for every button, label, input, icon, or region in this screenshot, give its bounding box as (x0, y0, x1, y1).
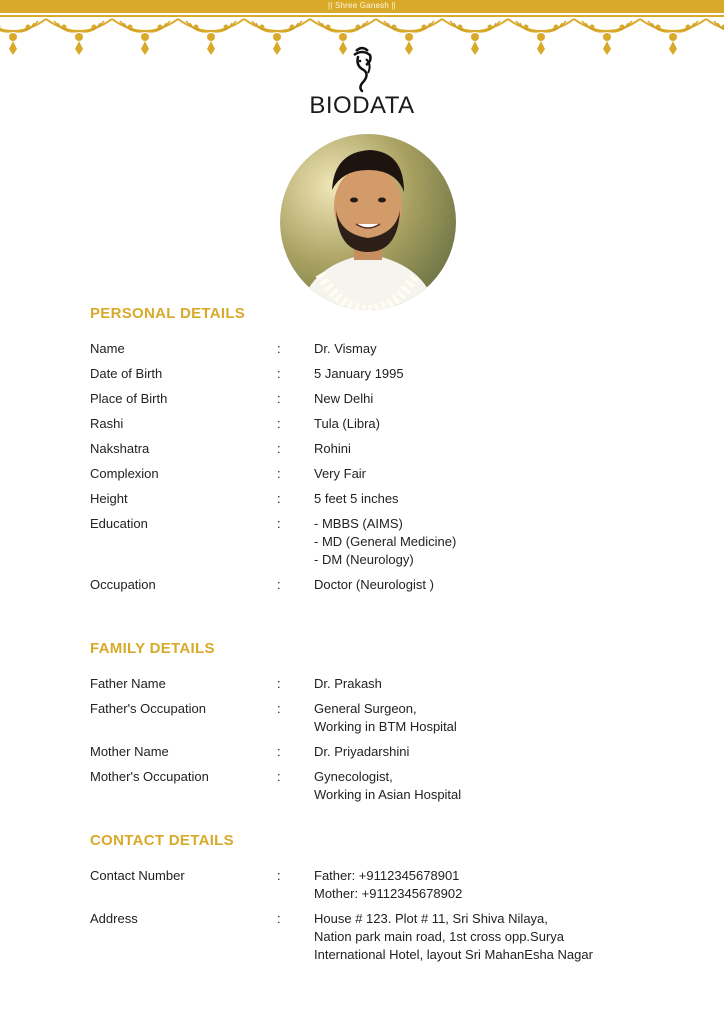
field-separator: : (277, 911, 281, 926)
field-value (314, 675, 644, 693)
field-value-line: Father: +9112345678901 (314, 868, 460, 883)
field-value (314, 743, 644, 761)
field-value (314, 867, 644, 903)
field-separator: : (277, 769, 281, 784)
field-label: Date of Birth (90, 366, 163, 381)
field-label: Height (90, 491, 128, 506)
field-label: Address (90, 911, 138, 926)
field-value (314, 700, 644, 736)
field-value (314, 440, 644, 458)
field-value-line: House # 123. Plot # 11, Sri Shiva Nilaya, (314, 911, 548, 926)
field-label: Rashi (90, 416, 124, 431)
field-value (314, 576, 644, 594)
field-value-line: Dr. Vismay (314, 341, 377, 356)
field-value-line: - DM (Neurology) (314, 552, 414, 567)
field-value-line: Working in BTM Hospital (314, 719, 457, 734)
field-label: Name (90, 341, 125, 356)
field-separator: : (277, 868, 281, 883)
field-value (314, 910, 644, 964)
field-value-line: General Surgeon, (314, 701, 417, 716)
field-separator: : (277, 416, 281, 431)
field-value (314, 768, 644, 804)
field-value-line: 5 feet 5 inches (314, 491, 399, 506)
field-value-line: Nation park main road, 1st cross opp.Surya (314, 929, 565, 944)
field-separator: : (277, 441, 281, 456)
invocation-banner (0, 0, 724, 13)
field-value-line: - MBBS (AIMS) (314, 516, 403, 531)
field-value-line: 5 January 1995 (314, 366, 404, 381)
field-value-line: Rohini (314, 441, 351, 456)
field-label: Father's Occupation (90, 701, 206, 716)
field-value-line: Gynecologist, (314, 769, 393, 784)
field-label: Father Name (90, 676, 166, 691)
field-label: Nakshatra (90, 441, 150, 456)
field-label: Occupation (90, 577, 156, 592)
invocation-text: || Shree Ganesh || (328, 1, 396, 10)
field-separator: : (277, 466, 281, 481)
field-value-line: - MD (General Medicine) (314, 534, 457, 549)
section-title-personal: PERSONAL DETAILS (90, 305, 246, 322)
field-value (314, 340, 644, 358)
field-value-line: Very Fair (314, 466, 367, 481)
field-label: Mother's Occupation (90, 769, 209, 784)
field-label: Place of Birth (90, 391, 168, 406)
field-separator: : (277, 577, 281, 592)
ganesh-icon (346, 45, 378, 93)
field-value-line: Doctor (Neurologist ) (314, 577, 434, 592)
field-separator: : (277, 701, 281, 716)
field-value-line: New Delhi (314, 391, 374, 406)
field-label: Contact Number (90, 868, 185, 883)
field-separator: : (277, 491, 281, 506)
profile-photo (280, 134, 456, 310)
field-label: Mother Name (90, 744, 169, 759)
field-value (314, 415, 644, 433)
field-separator: : (277, 341, 281, 356)
field-value (314, 390, 644, 408)
page-title: BIODATA (309, 92, 415, 119)
field-value-line: International Hotel, layout Sri MahanEsha Nagar (314, 947, 593, 962)
field-separator: : (277, 516, 281, 531)
field-separator: : (277, 391, 281, 406)
field-value-line: Working in Asian Hospital (314, 787, 462, 802)
field-separator: : (277, 366, 281, 381)
field-separator: : (277, 744, 281, 759)
field-label: Education (90, 516, 148, 531)
field-label: Complexion (90, 466, 159, 481)
field-value (314, 515, 644, 569)
field-value-line: Dr. Priyadarshini (314, 744, 410, 759)
field-value (314, 490, 644, 508)
field-value (314, 465, 644, 483)
field-value-line: Mother: +9112345678902 (314, 886, 463, 901)
field-value-line: Tula (Libra) (314, 416, 380, 431)
field-value (314, 365, 644, 383)
section-title-family: FAMILY DETAILS (90, 640, 215, 657)
field-value-line: Dr. Prakash (314, 676, 382, 691)
section-title-contact: CONTACT DETAILS (90, 832, 234, 849)
field-separator: : (277, 676, 281, 691)
